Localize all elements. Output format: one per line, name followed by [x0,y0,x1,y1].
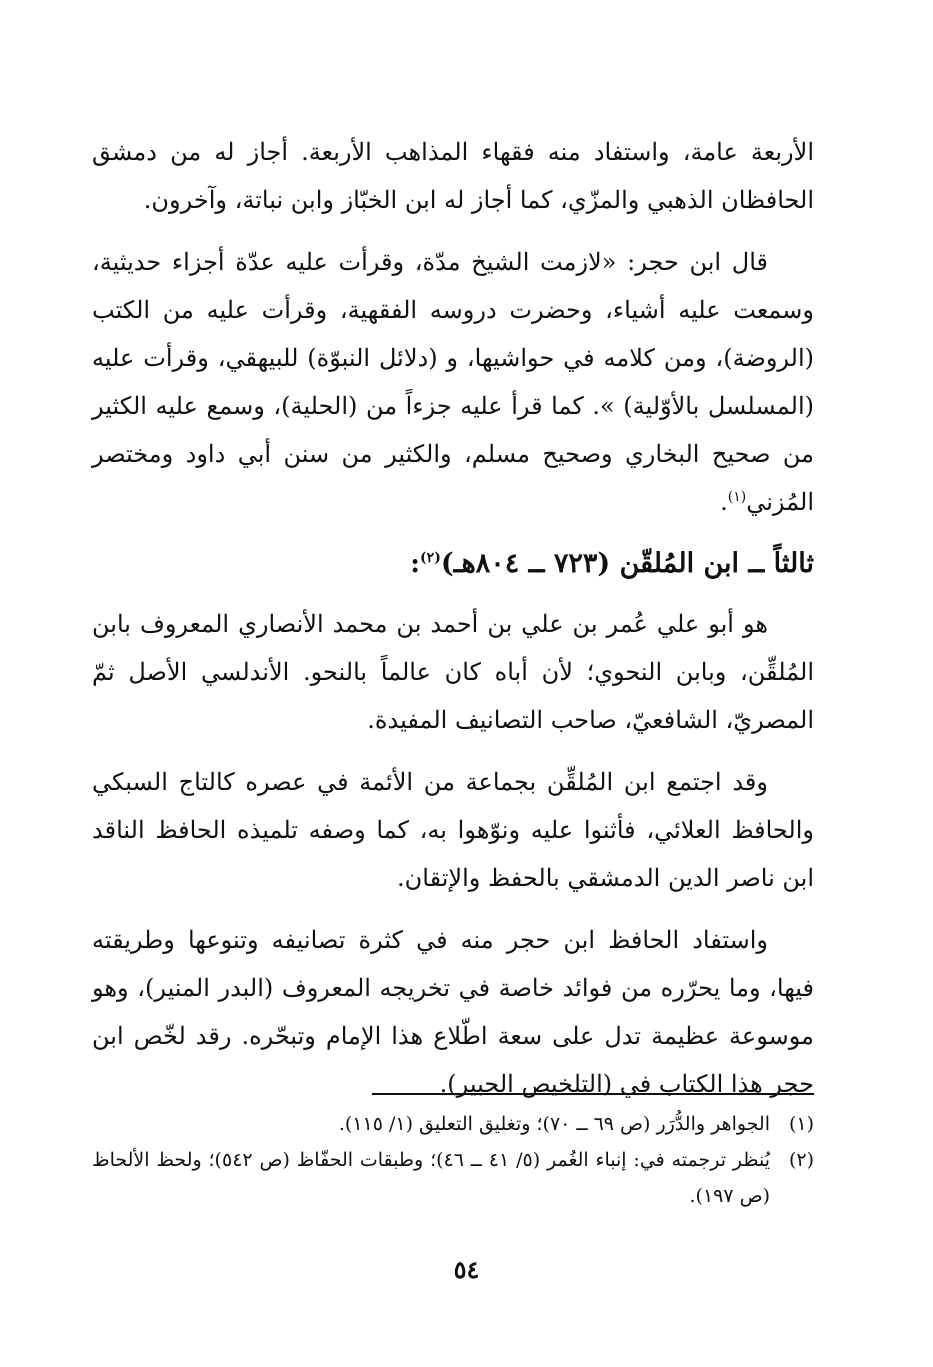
paragraph-2 [92,238,814,526]
paragraph-2-end: . [720,488,728,516]
footnote-ref-1[interactable]: (١) [727,489,747,505]
footnote-number: (٢) [788,1149,814,1171]
paragraph-5: واستفاد الحافظ ابن حجر منه في كثرة تصانيفه وتنوعها وطريقته فيها، وما يحرّره من فوائد خاصة في تخريجه المعروف (البدر المنير)، وهو موسوعة عظيمة تدل على سعة اطّلاع هذا الإمام وتبحّره. رقد لخّص ابن حجر هذا الكتاب في (التلخيص الحبير). [92,926,814,1098]
section-heading-text: ثالثاً ــ ابن المُلقّن (٧٢٣ ــ ٨٠٤هـ) [440,548,814,579]
footnote-ref-2[interactable]: (٢) [420,550,441,566]
paragraph-2-text: قال ابن حجر: «لازمت الشيخ مدّة، وقرأت عليه عدّة أجزاء حديثية، وسمعت عليه أشياء، وحضرت دروسه الفقهية، وقرأت عليه من الكتب (الروضة)، ومن كلامه في حواشيها، و (دلائل النبوّة) للبيهقي، وقرأت عليه (المسلسل بالأوّلية) ». كما قرأ عليه جزءاً من (الحلية)، وسمع عليه الكثير من صحيح البخاري وصحيح مسلم، والكثير من سنن أبي داود ومختصر المُزني [92,248,815,516]
footnote-divider [372,1093,814,1095]
paragraph-4: وقد اجتمع ابن المُلقِّن بجماعة من الأئمة في عصره كالتاج السبكي والحافظ العلائي، فأثنوا عليه ونوّهوا به، كما وصفه تلميذه الحافظ الناقد ابن ناصر الدين الدمشقي بالحفظ والإتقان. [92,768,814,892]
footnote-2 [92,1142,814,1214]
paragraph-1: الأربعة عامة، واستفاد منه فقهاء المذاهب الأربعة. أجاز له من دمشق الحافظان الذهبي والمزّي، كما أجاز له ابن الخبّاز وابن نباتة، وآخرون. [92,138,814,214]
section-heading [92,540,814,588]
footnote-text: يُنظر ترجمته في: إنباء الغُمر (٥/ ٤١ ــ ٤٦)؛ وطبقات الحفّاظ (ص ٥٤٢)؛ ولحظ الألحاظ (ص ١٩٧). [92,1149,770,1207]
footnotes [92,1106,814,1214]
footnote-1 [92,1106,814,1142]
page-body [92,128,814,1122]
footnote-text: الجواهر والدُّرَر (ص ٦٩ ــ ٧٠)؛ وتغليق التعليق (١/ ١١٥). [338,1113,770,1135]
footnote-number: (١) [788,1113,814,1135]
paragraph-3: هو أبو علي عُمر بن علي بن أحمد بن محمد الأنصاري المعروف بابن المُلقِّن، وبابن النحوي؛ لأن أباه كان عالماً بالنحو. الأندلسي الأصل ثمّ المصريّ، الشافعيّ، صاحب التصانيف المفيدة. [92,610,814,734]
page-number: ٥٤ [453,1255,480,1284]
section-heading-end: : [410,548,421,579]
